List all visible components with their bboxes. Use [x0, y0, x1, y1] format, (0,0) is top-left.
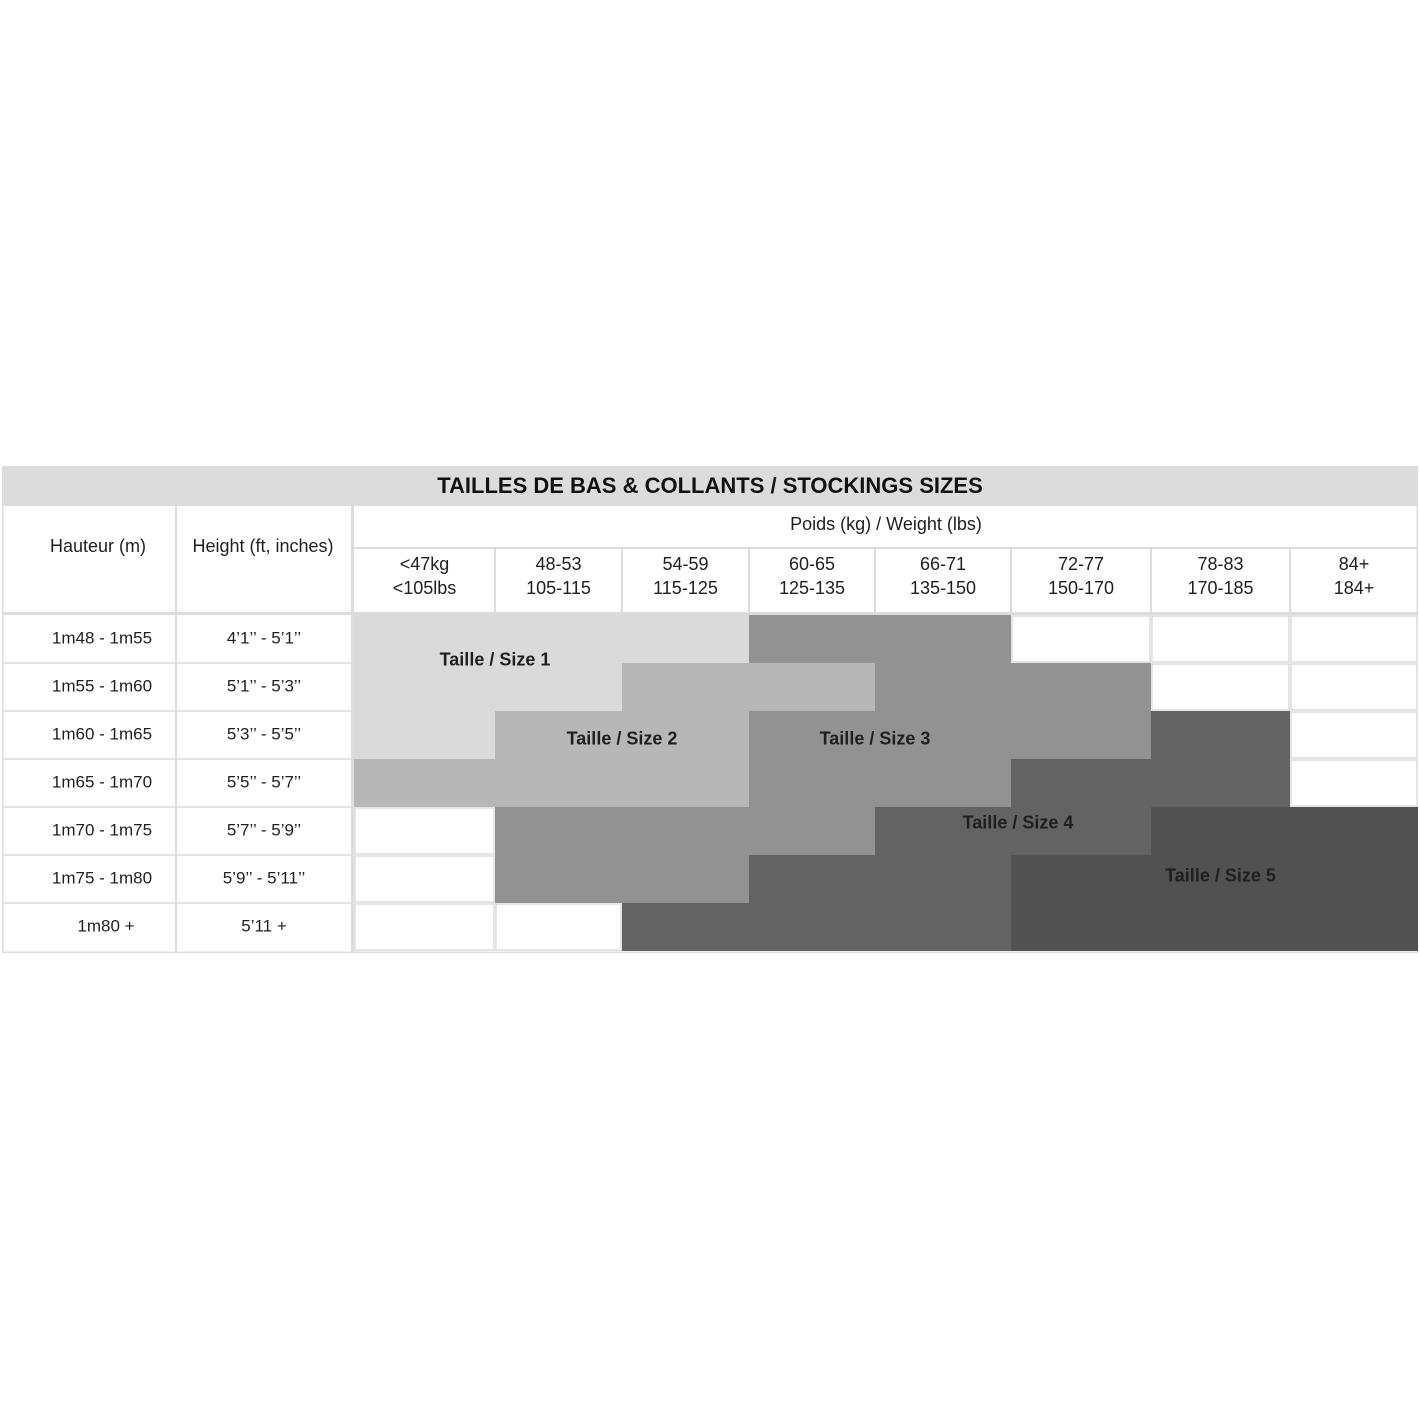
- column-header-kg: 78-83: [1197, 553, 1244, 574]
- column-header-kg: 60-65: [788, 553, 836, 574]
- size-2-cell: [495, 759, 622, 807]
- size-chart-svg: [2, 466, 1418, 953]
- empty-cell: [1290, 759, 1418, 807]
- empty-cell: [1290, 663, 1418, 711]
- row-label-ft: 5’9’’ - 5’11’’: [222, 868, 306, 888]
- empty-cell: [354, 855, 495, 903]
- row-label-ft: 5’7’’ - 5’9’’: [226, 820, 302, 840]
- empty-cell: [495, 903, 622, 951]
- size-1-cell: [354, 711, 495, 759]
- size-chart: [2, 466, 1418, 953]
- size-1-cell: [622, 615, 749, 663]
- row-header-height-m: Hauteur (m): [49, 535, 147, 556]
- row-label-ft: 5’11 +: [241, 916, 287, 936]
- size-1-cell: [495, 663, 622, 711]
- row-label-ft: 5’1’’ - 5’3’’: [226, 676, 302, 696]
- size-2-cell: [622, 759, 749, 807]
- size-5-cell: [1011, 855, 1151, 903]
- row-label-m: 1m65 - 1m70: [51, 772, 153, 792]
- column-header-lbs: 184+: [1333, 577, 1375, 598]
- column-header-kg: <47kg: [399, 553, 450, 574]
- divider-line: [2, 612, 1418, 615]
- size-4-cell: [1151, 759, 1290, 807]
- empty-cell: [1011, 615, 1151, 663]
- size-4-label: Taille / Size 4: [962, 812, 1074, 833]
- size-3-cell: [875, 759, 1011, 807]
- size-4-cell: [749, 855, 875, 903]
- size-5-cell: [1151, 903, 1290, 951]
- size-3-cell: [495, 807, 622, 855]
- column-header-lbs: 135-150: [909, 577, 977, 598]
- column-header-kg: 48-53: [535, 553, 582, 574]
- column-header-kg: 54-59: [662, 553, 709, 574]
- size-4-cell: [1011, 759, 1151, 807]
- size-3-label: Taille / Size 3: [819, 728, 931, 749]
- column-header-lbs: <105lbs: [392, 577, 457, 598]
- column-header-lbs: 170-185: [1187, 577, 1254, 598]
- row-label-ft: 4’1’’ - 5’1’’: [226, 628, 302, 648]
- row-label-m: 1m60 - 1m65: [51, 724, 153, 744]
- empty-cell: [1151, 663, 1290, 711]
- empty-cell: [1151, 615, 1290, 663]
- column-group-header: Poids (kg) / Weight (lbs): [790, 513, 982, 534]
- empty-cell: [354, 903, 495, 951]
- row-label-m: 1m55 - 1m60: [51, 676, 153, 696]
- size-4-cell: [875, 903, 1011, 951]
- size-2-cell: [749, 663, 875, 711]
- empty-cell: [1290, 615, 1418, 663]
- size-5-cell: [1290, 903, 1418, 951]
- row-label-ft: 5’3’’ - 5’5’’: [226, 724, 302, 744]
- size-4-cell: [1151, 711, 1290, 759]
- column-header-lbs: 105-115: [526, 577, 591, 598]
- size-3-cell: [749, 615, 875, 663]
- column-header-kg: 66-71: [919, 553, 967, 574]
- row-label-m: 1m80 +: [77, 916, 135, 936]
- column-header-lbs: 115-125: [653, 577, 718, 598]
- size-5-cell: [1290, 807, 1418, 855]
- column-header-kg: 84+: [1338, 553, 1370, 574]
- size-3-cell: [622, 807, 749, 855]
- size-3-cell: [875, 663, 1011, 711]
- size-2-label: Taille / Size 2: [566, 728, 678, 749]
- row-header-height-ft: Height (ft, inches): [192, 535, 334, 556]
- size-3-cell: [749, 807, 875, 855]
- empty-cell: [1290, 711, 1418, 759]
- divider-line: [351, 506, 354, 953]
- chart-title: TAILLES DE BAS & COLLANTS / STOCKINGS SIZES: [437, 472, 983, 498]
- empty-cell: [354, 807, 495, 855]
- size-3-cell: [1011, 711, 1151, 759]
- column-header-lbs: 150-170: [1047, 577, 1115, 598]
- size-3-cell: [875, 615, 1011, 663]
- size-2-cell: [622, 663, 749, 711]
- size-2-cell: [354, 759, 495, 807]
- size-1-label: Taille / Size 1: [439, 649, 551, 670]
- column-header-lbs: 125-135: [778, 577, 846, 598]
- size-5-label: Taille / Size 5: [1165, 865, 1276, 886]
- column-header-kg: 72-77: [1057, 553, 1105, 574]
- size-5-cell: [1011, 903, 1151, 951]
- row-label-m: 1m48 - 1m55: [51, 628, 153, 648]
- row-label-ft: 5’5’’ - 5’7’’: [226, 772, 302, 792]
- size-3-cell: [622, 855, 749, 903]
- size-5-cell: [1151, 807, 1290, 855]
- size-4-cell: [875, 855, 1011, 903]
- size-3-cell: [749, 759, 875, 807]
- row-label-m: 1m75 - 1m80: [51, 868, 153, 888]
- size-4-cell: [749, 903, 875, 951]
- size-3-cell: [1011, 663, 1151, 711]
- size-5-cell: [1290, 855, 1418, 903]
- size-3-cell: [495, 855, 622, 903]
- row-label-m: 1m70 - 1m75: [51, 820, 153, 840]
- size-4-cell: [622, 903, 749, 951]
- size-1-cell: [354, 663, 495, 711]
